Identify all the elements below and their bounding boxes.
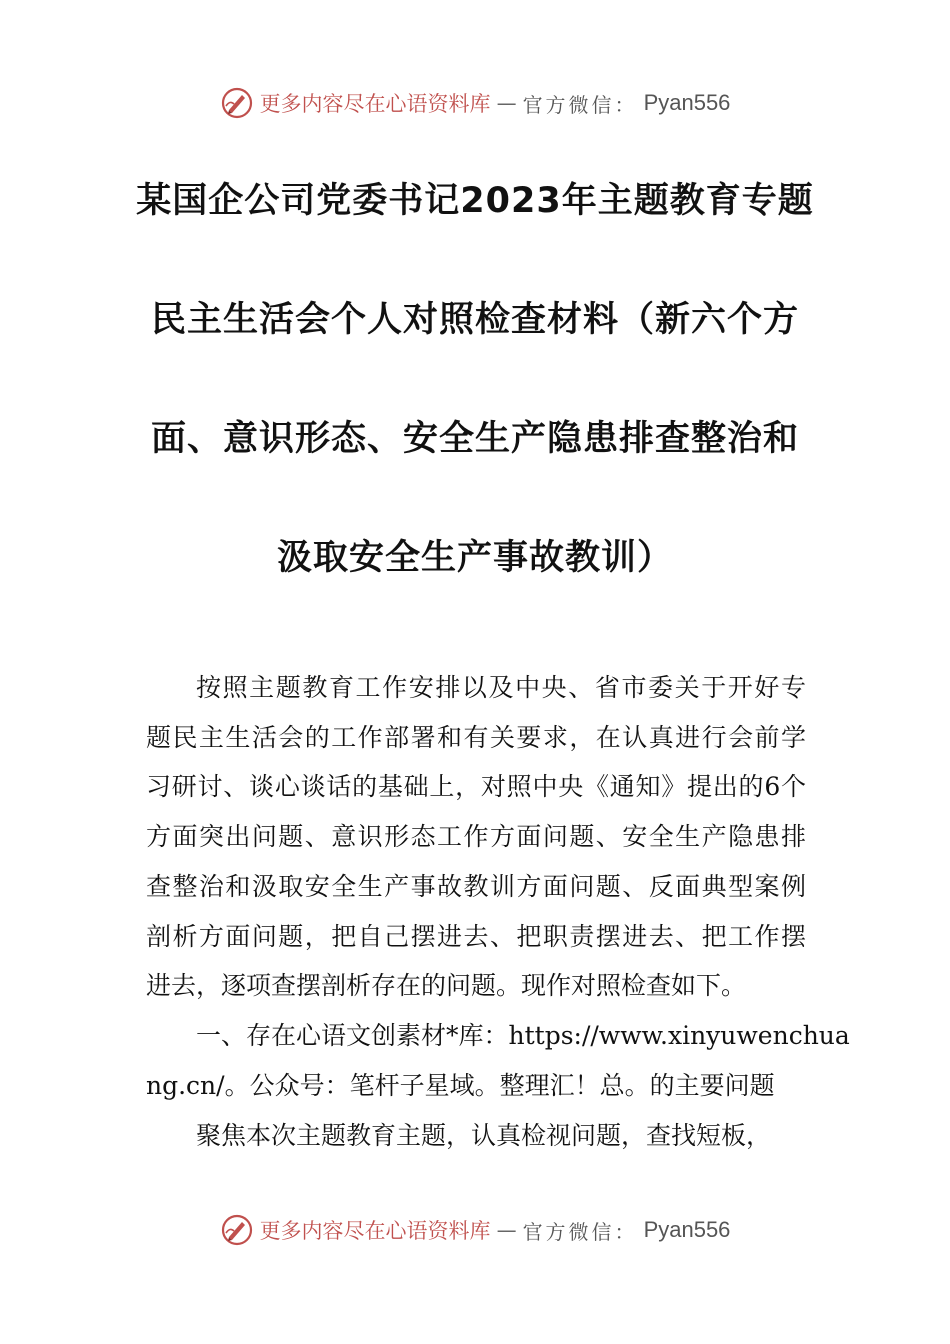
header-dash: —	[496, 91, 517, 115]
body-line-3: 习研讨、谈心谈话的基础上，对照中央《通知》提出的6个	[146, 772, 806, 801]
footer-site-text: 更多内容尽在心语资料库	[259, 1219, 491, 1243]
header-wechat-label: 官方微信：	[522, 92, 638, 117]
body-line-10: 聚焦本次主题教育主题，认真检视问题，查找短板，	[196, 1121, 772, 1150]
header-site-text: 更多内容尽在心语资料库	[259, 92, 491, 116]
body-line-9: ng.cn/。公众号：笔杆子星域。整理汇！总。的主要问题	[146, 1071, 775, 1100]
title-line-3: 面、意识形态、安全生产隐患排查整治和	[150, 419, 799, 459]
footer-banner	[0, 1210, 950, 1250]
body-line-6: 剖析方面问题，把自己摆进去、把职责摆进去、把工作摆	[146, 922, 806, 951]
title-line-2: 民主生活会个人对照检查材料（新六个方	[150, 300, 799, 340]
body-line-2: 题民主生活会的工作部署和有关要求，在认真进行会前学	[146, 723, 806, 752]
body-line-5: 查整治和汲取安全生产事故教训方面问题、反面典型案例	[146, 872, 806, 901]
title-line-1: 某国企公司党委书记2023年主题教育专题	[136, 181, 814, 221]
header-wechat-id: Pyan556	[643, 90, 731, 115]
body-line-4: 方面突出问题、意识形态工作方面问题、安全生产隐患排	[146, 822, 806, 851]
title-line-4: 汲取安全生产事故教训）	[276, 538, 673, 578]
body-line-7: 进去，逐项查摆剖析存在的问题。现作对照检查如下。	[146, 971, 747, 1000]
footer-wechat-label: 官方微信：	[522, 1219, 638, 1244]
body-line-8: 一、存在心语文创素材*库：https://www.xinyuwenchua	[196, 1021, 850, 1050]
footer-wechat-id: Pyan556	[643, 1217, 731, 1242]
footer-dash: —	[496, 1218, 517, 1242]
header-banner	[0, 83, 950, 123]
body-line-1: 按照主题教育工作安排以及中央、省市委关于开好专	[196, 673, 806, 702]
pen-logo-icon	[220, 1213, 254, 1247]
pen-logo-icon	[220, 86, 254, 120]
